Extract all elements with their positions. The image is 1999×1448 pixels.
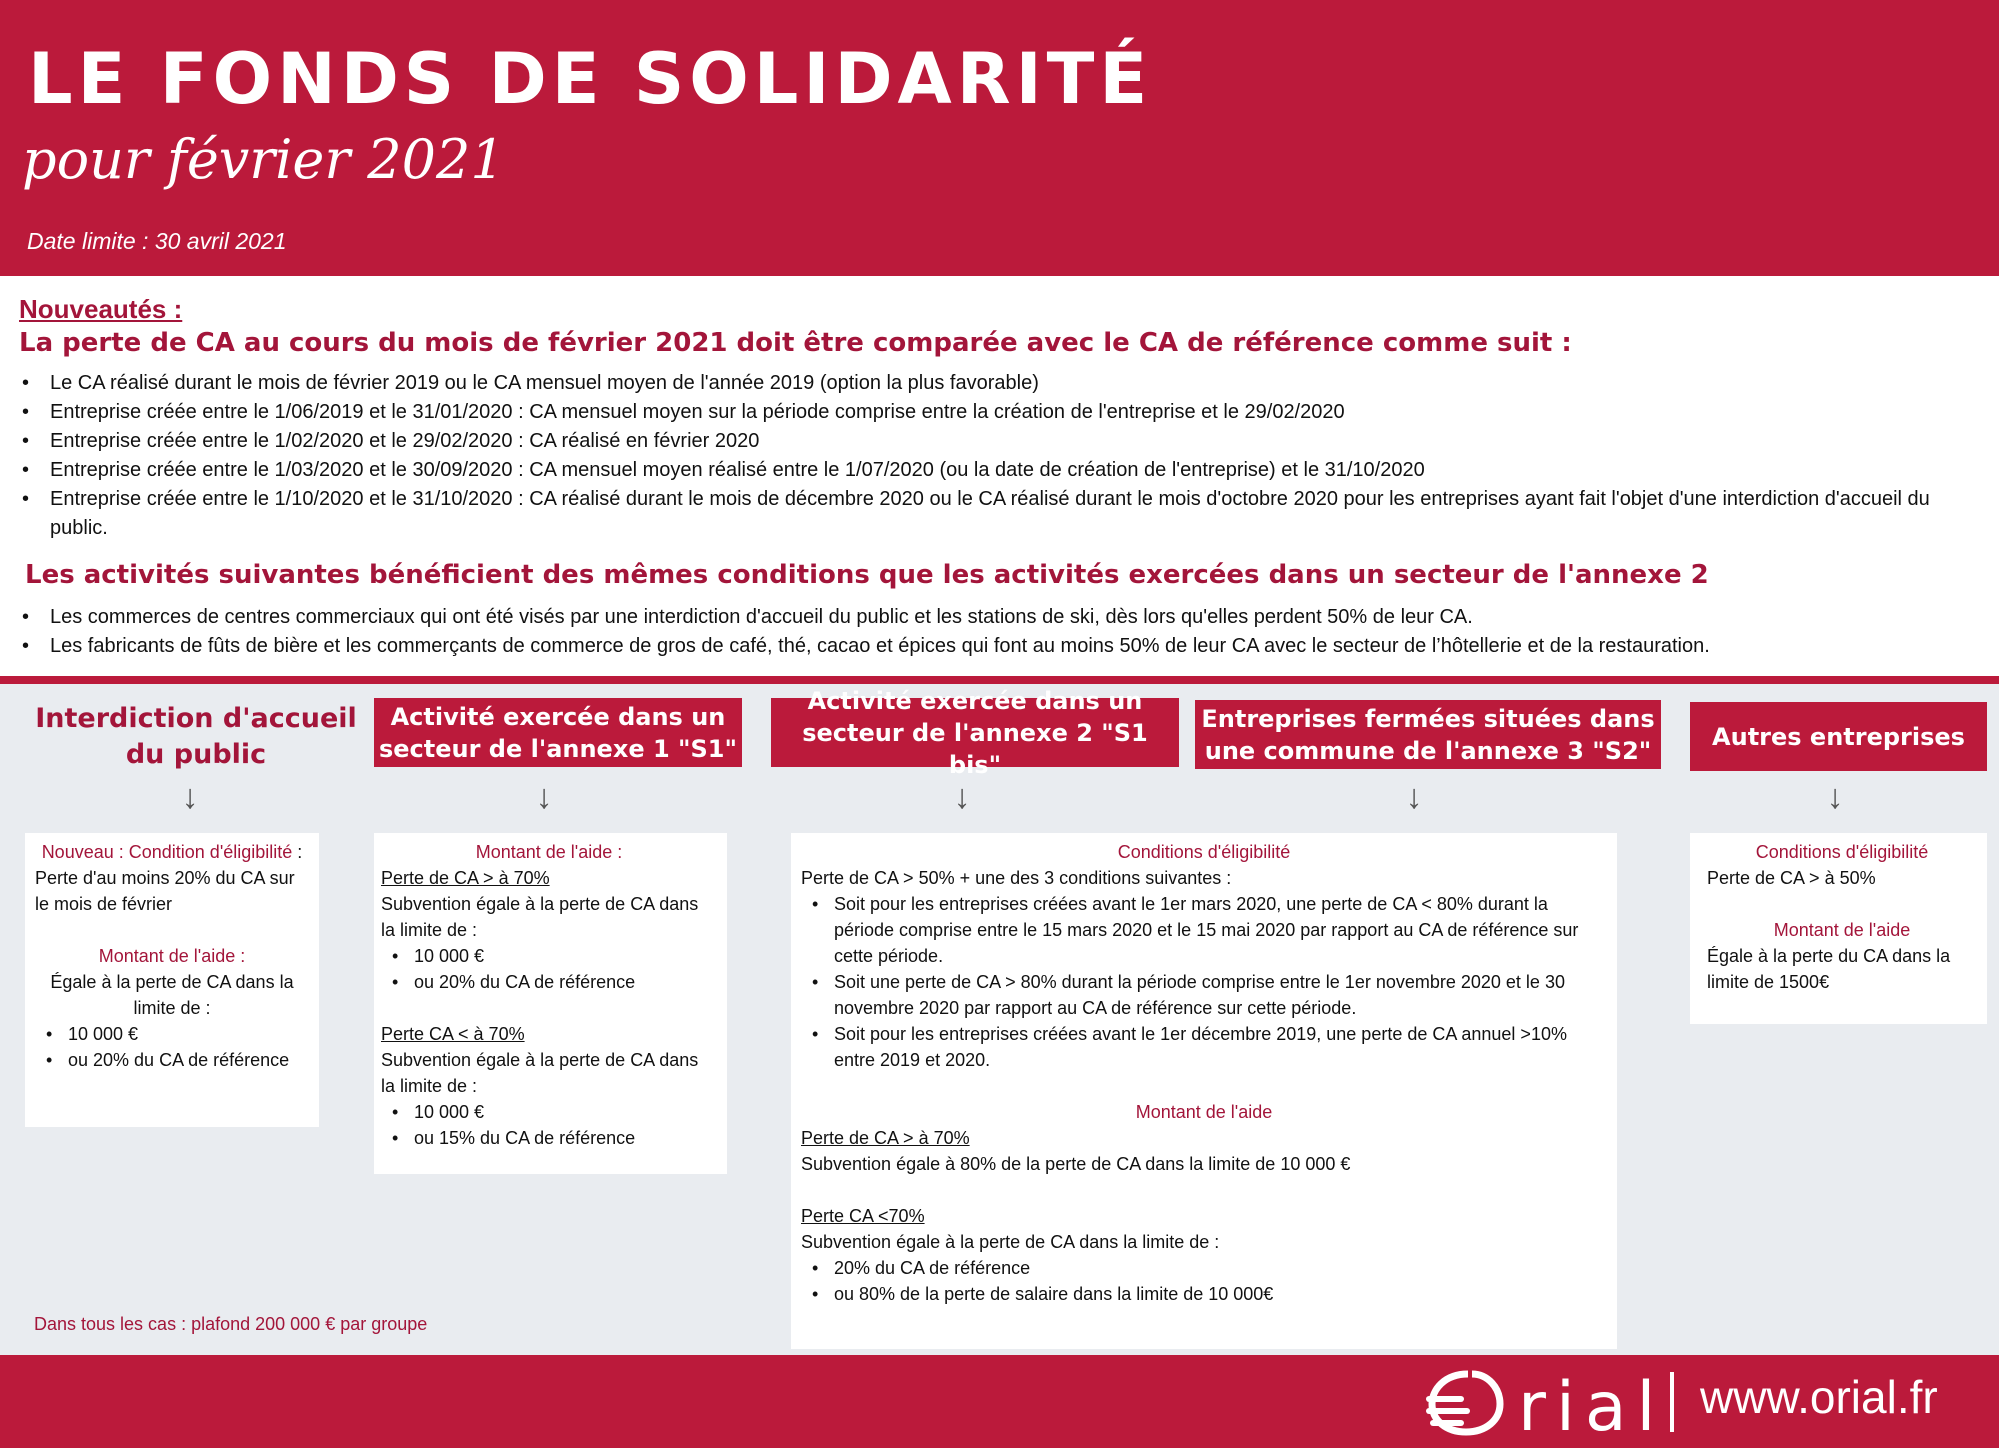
news-section <box>0 276 1999 676</box>
case-label: Perte de CA > à 70% <box>381 868 550 888</box>
list-item: • Le CA réalisé durant le mois de février 2019 ou le CA mensuel moyen de l'année 2019 (option la plus favorable) <box>50 369 1980 398</box>
list-item: • 10 000 € <box>414 1099 717 1125</box>
card-public-ban <box>25 833 319 1127</box>
list-item: • ou 15% du CA de référence <box>414 1125 717 1151</box>
svg-text:rial: rial <box>1518 1368 1666 1440</box>
annex2-list <box>50 603 1980 661</box>
page-subtitle: pour février 2021 <box>22 128 505 191</box>
column-head-annex1: Activité exercée dans un secteur de l'annexe 1 "S1" <box>374 698 742 767</box>
case-label: Perte de CA > à 70% <box>801 1128 970 1148</box>
case-text: Subvention égale à la perte de CA dans la limite de : <box>381 894 699 940</box>
list-item: • ou 20% du CA de référence <box>414 969 717 995</box>
amount-label: Montant de l'aide : <box>475 842 623 862</box>
case-list <box>381 943 717 995</box>
case-label: Perte CA <70% <box>801 1206 925 1226</box>
card-annex1 <box>374 833 727 1174</box>
case-text: Subvention égale à la perte de CA dans la limite de : <box>801 1232 1220 1252</box>
condition-text: Perte d'au moins 20% du CA sur le mois de février <box>35 868 295 914</box>
condition-heading: Nouveau : Condition d'éligibilité : <box>41 842 303 862</box>
list-item: • 10 000 € <box>68 1021 309 1047</box>
column-head-other: Autres entreprises <box>1690 702 1987 771</box>
news-heading-annex2: Les activités suivantes bénéficient des mêmes conditions que les activités exercées dans un secteur de l'annexe 2 <box>25 560 1709 590</box>
eligibility-text: Perte de CA > à 50% <box>1707 868 1876 888</box>
website-link[interactable]: www.orial.fr <box>1700 1371 1938 1423</box>
list-item: • Les fabricants de fûts de bière et les commerçants de commerce de gros de café, thé, cacao et épices qui font au moins 50% de leur CA avec le secteur de l’hôtellerie et de la restauration. <box>50 632 1980 661</box>
orial-logo <box>1426 1364 1676 1440</box>
list-item: • Les commerces de centres commerciaux qui ont été visés par une interdiction d'accueil du public et les stations de ski, dès lors qu'elles perdent 50% de leur CA. <box>50 603 1980 632</box>
eligibility-label: Conditions d'éligibilité <box>1755 842 1929 862</box>
list-item: • Entreprise créée entre le 1/02/2020 et le 29/02/2020 : CA réalisé en février 2020 <box>50 427 1980 456</box>
list-item: • Entreprise créée entre le 1/10/2020 et le 31/10/2020 : CA réalisé durant le mois de décembre 2020 ou le CA réalisé durant le mois d'octobre 2020 pour les entreprises ayant fait l'objet d'une interdiction d'accueil du public. <box>50 485 1980 543</box>
list-item: • ou 20% du CA de référence <box>68 1047 309 1073</box>
arrow-down-icon: ↓ <box>1405 778 1423 816</box>
case-label: Perte CA < à 70% <box>381 1024 525 1044</box>
amount-text: Égale à la perte du CA dans la limite de 1500€ <box>1707 946 1951 992</box>
eligibility-label: Conditions d'éligibilité <box>1117 842 1291 862</box>
list-item: • Soit pour les entreprises créées avant le 1er décembre 2019, une perte de CA annuel >10% entre 2019 et 2020. <box>834 1021 1607 1073</box>
column-head-annex3: Entreprises fermées situées dans une commune de l'annexe 3 "S2" <box>1195 700 1661 769</box>
amount-label: Montant de l'aide <box>1135 1102 1273 1122</box>
footer-divider <box>1670 1372 1674 1432</box>
case-list <box>381 1099 717 1151</box>
news-heading-reference: La perte de CA au cours du mois de février 2021 doit être comparée avec le CA de référence comme suit : <box>19 328 1572 358</box>
arrow-down-icon: ↓ <box>535 778 553 816</box>
news-label: Nouveautés : <box>19 294 183 324</box>
column-head-annex2: Activité exercée dans un secteur de l'annexe 2 "S1 bis" <box>771 698 1179 767</box>
amount-label: Montant de l'aide <box>1773 920 1911 940</box>
eligibility-list <box>801 891 1607 1073</box>
list-item: • Entreprise créée entre le 1/03/2020 et le 30/09/2020 : CA mensuel moyen réalisé entre le 1/07/2020 (ou la date de création de l'entreprise) et le 31/10/2020 <box>50 456 1980 485</box>
list-item: • Soit une perte de CA > 80% durant la période comprise entre le 1er novembre 2020 et le 30 novembre 2020 par rapport au CA de référence sur cette période. <box>834 969 1607 1021</box>
arrow-down-icon: ↓ <box>181 778 199 816</box>
case-text: Subvention égale à 80% de la perte de CA dans la limite de 10 000 € <box>801 1154 1351 1174</box>
amount-text: Égale à la perte de CA dans la limite de : <box>50 972 294 1018</box>
list-item: • Soit pour les entreprises créées avant le 1er mars 2020, une perte de CA < 80% durant la période comprise entre le 15 mars 2020 et le 15 mai 2020 par rapport au CA de référence sur cette période. <box>834 891 1607 969</box>
arrow-down-icon: ↓ <box>953 778 971 816</box>
list-item: • ou 80% de la perte de salaire dans la limite de 10 000€ <box>834 1281 1607 1307</box>
deadline-text: Date limite : 30 avril 2021 <box>27 228 287 254</box>
column-head-public-ban: Interdiction d'accueil du public <box>35 703 357 770</box>
eligibility-text: Perte de CA > 50% + une des 3 conditions suivantes : <box>801 868 1232 888</box>
reference-list <box>50 369 1980 543</box>
list-item: • Entreprise créée entre le 1/06/2019 et le 31/01/2020 : CA mensuel moyen sur la période comprise entre la création de l'entreprise et le 29/02/2020 <box>50 398 1980 427</box>
amount-label: Montant de l'aide : <box>98 946 246 966</box>
card-annex2-annex3 <box>791 833 1617 1349</box>
amount-list <box>35 1021 309 1073</box>
section-divider <box>0 676 1999 684</box>
arrow-down-icon: ↓ <box>1826 778 1844 816</box>
case-text: Subvention égale à la perte de CA dans la limite de : <box>381 1050 699 1096</box>
list-item: • 10 000 € <box>414 943 717 969</box>
page-title: LE FONDS DE SOLIDARITÉ <box>28 38 1153 120</box>
card-other <box>1690 833 1987 1024</box>
case-list <box>801 1255 1607 1307</box>
list-item: • 20% du CA de référence <box>834 1255 1607 1281</box>
footnote: Dans tous les cas : plafond 200 000 € par groupe <box>34 1314 428 1334</box>
